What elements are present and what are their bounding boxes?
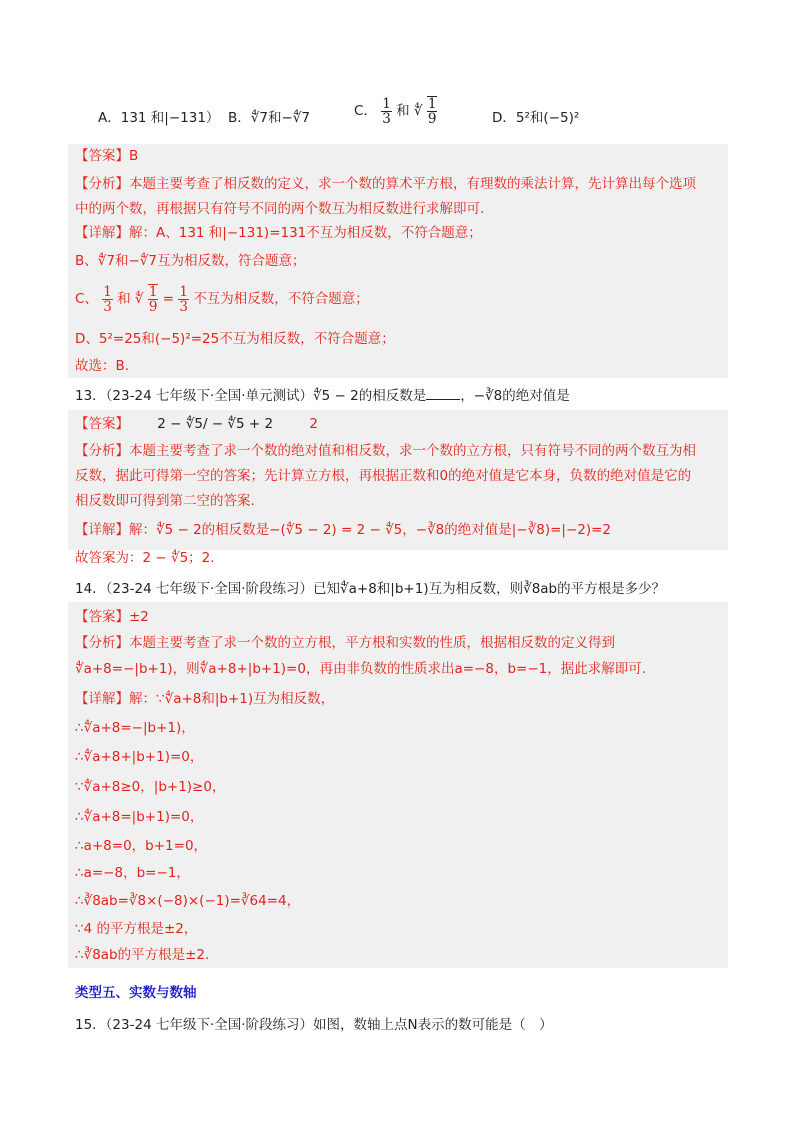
q13-analysis-line-3: 相反数即可得到第二空的答案.	[75, 493, 255, 509]
q15-stem: 15．（23-24 七年级下·全国·阶段练习）如图，数轴上点N表示的数可能是（ ）	[75, 1017, 553, 1033]
q14-step: ∴∜a+8=|b+1)=0，	[75, 809, 204, 825]
q13-answer-1: 2 − ∜5/ − ∜5 + 2	[157, 416, 274, 432]
q14-step: ∴∜a+8=−|b+1)，	[75, 720, 195, 736]
fraction-numerator: 1	[103, 283, 112, 300]
q13-detail-line-2: 故答案为：2 − ∜5；2.	[75, 550, 215, 566]
q14-step: ∴a=−8，b=−1，	[75, 865, 190, 881]
q13-answer	[75, 413, 318, 435]
q12-option-c-fraction	[381, 97, 392, 126]
q12-detail-3-and: 和	[117, 291, 131, 307]
q12-answer: 【答案】B	[75, 148, 139, 164]
q12-option-c-rad-numerator: 1	[427, 96, 437, 112]
fraction-denominator: 3	[103, 298, 112, 315]
q14-answer: 【答案】±2	[75, 609, 149, 625]
fraction-numerator: 1	[179, 283, 188, 300]
q13-stem-part-a: 13．（23-24 七年级下·全国·单元测试）∜5 − 2的相反数是	[75, 388, 427, 404]
q12-detail-line-4: D、5²=25和(−5)²=25不互为相反数，不符合题意；	[75, 331, 395, 347]
q13-analysis-line-2: 反数，据此可得第一空的答案；先计算立方根，再根据正数和0的绝对值是它本身，负数的绝对值是它的	[75, 468, 692, 484]
q12-detail-line-3	[75, 284, 369, 314]
q12-detail-3-fraction-3	[178, 285, 189, 314]
q13-analysis-line-1: 【分析】本题主要考查了求一个数的绝对值和相反数，求一个数的立方根，只有符号不同的两个数互为相	[75, 443, 696, 459]
q14-step: ∴a+8=0，b+1=0，	[75, 838, 208, 854]
q13-answer-label: 【答案】	[75, 416, 129, 432]
fraction-denominator: 9	[148, 299, 158, 315]
q13-stem	[75, 385, 570, 407]
q12-detail-3-fraction-1	[102, 285, 113, 314]
q14-detail-line-1: 【详解】解：∵∜a+8和|b+1)互为相反数，	[75, 691, 335, 707]
q12-option-c-radicand	[427, 96, 438, 126]
section-heading: 类型五、实数与数轴	[75, 985, 197, 1001]
q13-stem-part-b: ，−∛8的绝对值是	[460, 388, 570, 404]
q13-detail-line-1: 【详解】解：∜5 − 2的相反数是−(∜5 − 2) = 2 − ∜5，−∛8的绝对值是|−∛8)=|−2)=2	[75, 522, 612, 538]
q12-option-c-denominator: 3	[382, 110, 391, 127]
q12-detail-3-equals: =	[162, 291, 175, 307]
radical-icon: ∜	[134, 291, 144, 307]
q12-detail-3-fraction-2	[148, 284, 159, 314]
q12-analysis-line-1: 【分析】本题主要考查了相反数的定义，求一个数的算术平方根，有理数的乘法计算，先计算出每个选项	[75, 176, 696, 192]
q13-answer-blank	[426, 385, 460, 400]
q12-detail-3-prefix: C、	[75, 291, 98, 307]
q14-step: ∵4 的平方根是±2，	[75, 921, 198, 937]
q14-step: ∵∜a+8≥0，|b+1)≥0，	[75, 779, 226, 795]
radical-icon: ∜	[413, 103, 423, 119]
fraction-denominator: 3	[179, 298, 188, 315]
q12-detail-line-5: 故选：B.	[75, 358, 130, 374]
q14-analysis-line-2: ∜a+8=−|b+1)，则∜a+8+|b+1)=0，再由非负数的性质求出a=−8，b=−1，据此求解即可.	[75, 661, 647, 677]
q14-analysis-line-1: 【分析】本题主要考查了求一个数的立方根，平方根和实数的性质，根据相反数的定义得到	[75, 635, 615, 651]
q12-option-c-and: 和	[396, 103, 410, 119]
q12-option-c-numerator: 1	[382, 95, 391, 112]
q12-detail-3-suffix: 不互为相反数，不符合题意；	[193, 291, 369, 307]
q12-option-c	[354, 96, 437, 126]
q13-answer-2: 2	[309, 416, 318, 432]
q12-analysis-line-2: 中的两个数，再根据只有符号不同的两个数互为相反数进行求解即可.	[75, 201, 485, 217]
q12-option-c-label: C．	[354, 103, 377, 119]
q14-step: ∴∛8ab的平方根是±2.	[75, 947, 210, 963]
fraction-numerator: 1	[148, 284, 158, 300]
q14-step: ∴∛8ab=∛8×(−8)×(−1)=∛64=4，	[75, 893, 301, 909]
q12-option-d: D．5²和(−5)²	[492, 110, 580, 126]
q12-option-c-rad-denominator: 9	[427, 111, 437, 127]
q14-step: ∴∜a+8+|b+1)=0，	[75, 749, 204, 765]
q12-detail-line-2: B、∜7和−∜7互为相反数，符合题意；	[75, 253, 306, 269]
q12-option-b: B．∜7和−∜7	[228, 110, 310, 126]
q14-stem: 14．（23-24 七年级下·全国·阶段练习）已知∜a+8和|b+1)互为相反数，则∛8ab的平方根是多少？	[75, 581, 666, 597]
q12-option-a: A．131 和|−131）	[98, 110, 220, 126]
q12-detail-line-1: 【详解】解：A、131 和|−131)=131不互为相反数，不符合题意；	[75, 225, 482, 241]
